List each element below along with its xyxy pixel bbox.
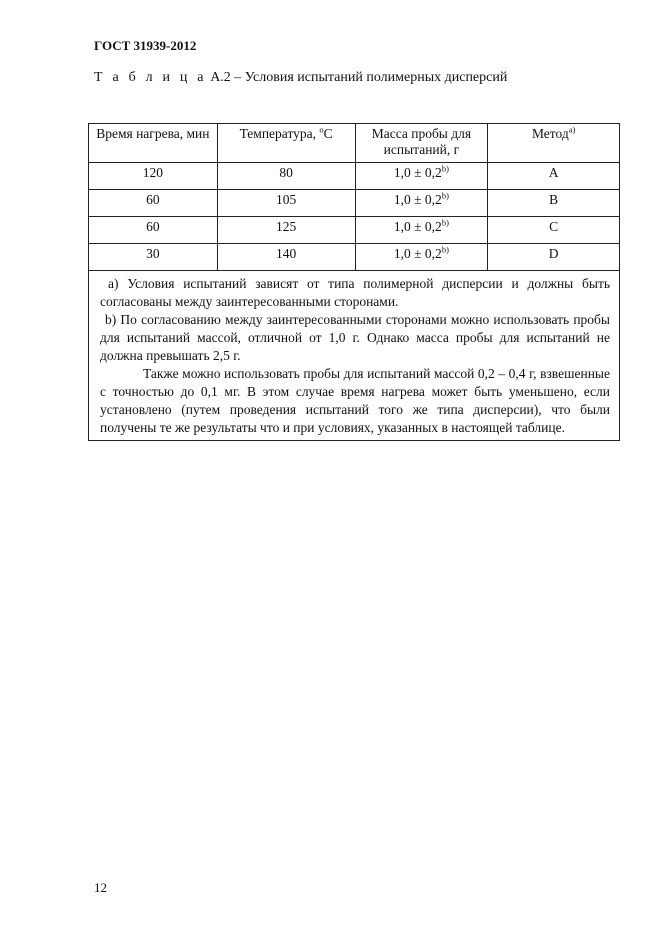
cell-heating-time: 60 [89, 217, 218, 244]
column-header-method: Метод$^{a)}$ [488, 124, 620, 163]
table-caption-text: А.2 – Условия испытаний полимерных дисперсий [206, 70, 508, 85]
cell-method: D [488, 244, 620, 271]
column-header-temperature: Температура, $^o$С [217, 124, 355, 163]
table-caption-label: Т а б л и ц а [94, 70, 207, 85]
cell-sample-mass: $1,0 \pm 0,2^{b)}$ [355, 217, 488, 244]
cell-sample-mass: $1,0 \pm 0,2^{b)}$ [355, 163, 488, 190]
cell-temperature: 140 [217, 244, 355, 271]
table-caption [94, 70, 507, 86]
cell-method: A [488, 163, 620, 190]
note-b: b) По согласованию между заинтересованными сторонами можно использовать пробы для испытаний массой, отличной от 1,0 г. Однако масса пробы для испытаний не должна превышать 2,5 г. [100, 312, 610, 363]
document-header: ГОСТ 31939-2012 [94, 38, 197, 53]
cell-sample-mass: $1,0 \pm 0,2^{b)}$ [355, 244, 488, 271]
table-row [89, 163, 620, 190]
cell-temperature: 105 [217, 190, 355, 217]
cell-heating-time: 60 [89, 190, 218, 217]
cell-heating-time: 120 [89, 163, 218, 190]
cell-temperature: 125 [217, 217, 355, 244]
cell-heating-time: 30 [89, 244, 218, 271]
table-header-row [89, 124, 620, 163]
cell-method: B [488, 190, 620, 217]
note-a: a) Условия испытаний зависят от типа полимерной дисперсии и должны быть согласованы между заинтересованными сторонами. [100, 276, 610, 309]
table-notes [89, 271, 620, 441]
test-conditions-table [88, 123, 620, 441]
note-additional: Также можно использовать пробы для испытаний массой 0,2 – 0,4 г, взвешенные с точностью до 0,1 мг. В этом случае время нагрева может быть уменьшено, если установлено (путем проведения испытаний того же типа дисперсии), что были получены те же результаты что и при условиях, указанных в настоящей таблице. [100, 366, 610, 435]
column-header-heating-time: Время нагрева, мин [89, 124, 218, 163]
cell-method: C [488, 217, 620, 244]
table-row [89, 217, 620, 244]
table-row [89, 190, 620, 217]
column-header-sample-mass: Масса пробы для испытаний, г [355, 124, 488, 163]
table-notes-row [89, 271, 620, 441]
cell-temperature: 80 [217, 163, 355, 190]
page-number: 12 [94, 880, 107, 895]
cell-sample-mass: $1,0 \pm 0,2^{b)}$ [355, 190, 488, 217]
table-row [89, 244, 620, 271]
